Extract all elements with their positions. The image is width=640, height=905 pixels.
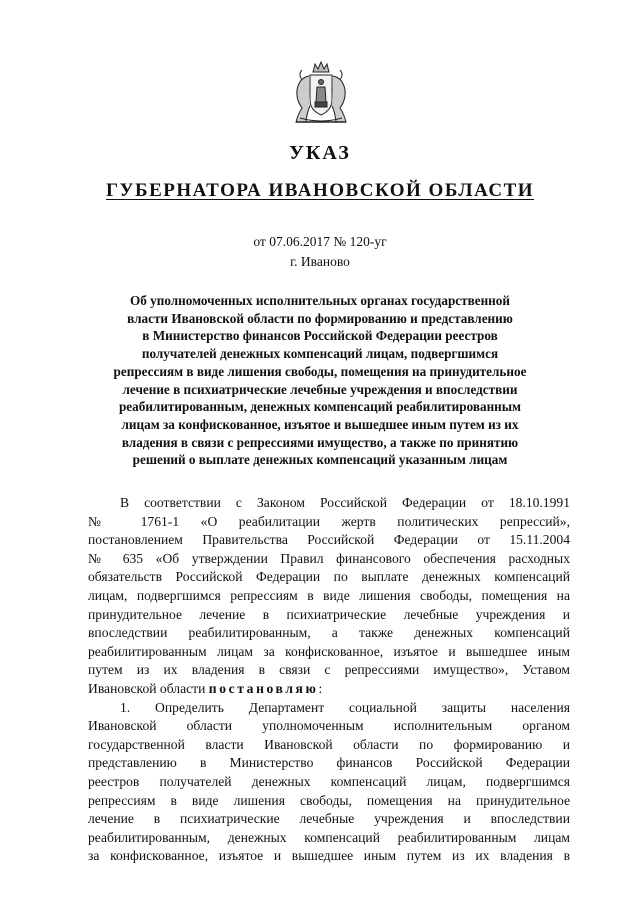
date-number: от 07.06.2017 № 120-уг — [253, 234, 387, 249]
subject-line: лечение в психиатрические лечебные учреждения и впоследствии — [122, 381, 518, 397]
preamble-line: реабилитированным лицам за конфискованное, изъятое и вышедшее иным — [88, 643, 570, 659]
preamble-line: впоследствии реабилитированным, а также денежных компенсаций — [88, 625, 570, 641]
item-line: представлению в Министерство финансов Российской Федерации — [88, 755, 570, 771]
issuer-title-text: ГУБЕРНАТОРА ИВАНОВСКОЙ ОБЛАСТИ — [105, 180, 535, 201]
decree-line — [88, 680, 570, 699]
item-line: лечение в психиатрические лечебные учреждения и впоследствии — [88, 811, 570, 827]
preamble-line: обязательств Российской Федерации по выплате денежных компенсаций — [88, 569, 570, 585]
decree-prefix: Ивановской области — [88, 680, 209, 696]
item-line: репрессиям в виде лишения свободы, помещения на принудительное — [88, 792, 570, 808]
preamble-line: принудительное лечение в психиатрические лечебные учреждения и — [88, 606, 570, 622]
item-line: за конфискованное, изъятое и вышедшее иным путем из их владения в — [88, 848, 570, 864]
subject-line: решений о выплате денежных компенсаций указанным лицам — [132, 452, 508, 468]
preamble-line: лицам, подвергшимся репрессиям в виде лишения свободы, помещения на — [88, 587, 570, 603]
subject-line: Об уполномоченных исполнительных органах государственной — [130, 293, 510, 308]
coat-of-arms-icon — [286, 60, 356, 126]
preamble-line: В соответствии с Законом Российской Федерации от 18.10.1991 — [120, 495, 570, 510]
preamble-line: путем из их владения в связи с репрессиями имущество», Уставом — [88, 662, 570, 678]
decree-body — [88, 494, 570, 866]
item-line: Ивановской области уполномоченным исполнительным органом — [88, 718, 570, 734]
preamble-line: № 635 «Об утверждении Правил финансового обеспечения расходных — [88, 550, 570, 566]
decree-suffix: : — [318, 680, 323, 696]
item-line: 1. Определить Департамент социальной защиты населения — [120, 699, 570, 715]
document-title: УКАЗ — [289, 142, 351, 164]
preamble-line: постановлением Правительства Российской Федерации от 15.11.2004 — [88, 532, 570, 548]
subject-line: реабилитированным, денежных компенсаций реабилитированным — [118, 399, 522, 415]
item-line: реабилитированным, денежных компенсаций реабилитированным лицам — [88, 829, 570, 845]
decree-word: постановляю — [208, 680, 319, 696]
subject-line: в Министерство финансов Российской Федерации реестров — [142, 328, 498, 344]
preamble-line: № 1761-1 «О реабилитации жертв политических репрессий», — [88, 513, 570, 529]
subject-line: лицам за конфискованное, изъятое и вышедшее иным путем из их — [121, 416, 519, 432]
decree-subject — [90, 292, 550, 469]
item-line: реестров получателей денежных компенсаций лицам, подвергшимся — [88, 773, 570, 789]
subject-line: репрессиям в виде лишения свободы, помещения на принудительное — [113, 363, 527, 379]
subject-line: получателей денежных компенсаций лицам, подвергшимся — [141, 346, 499, 362]
city: г. Иваново — [290, 254, 350, 269]
item-line: государственной власти Ивановской области по формированию и — [88, 736, 570, 752]
subject-line: владения в связи с репрессиями имущество, а также по принятию — [121, 434, 519, 450]
subject-line: власти Ивановской области по формированию и представлению — [127, 310, 513, 326]
issuer-title — [0, 180, 640, 202]
